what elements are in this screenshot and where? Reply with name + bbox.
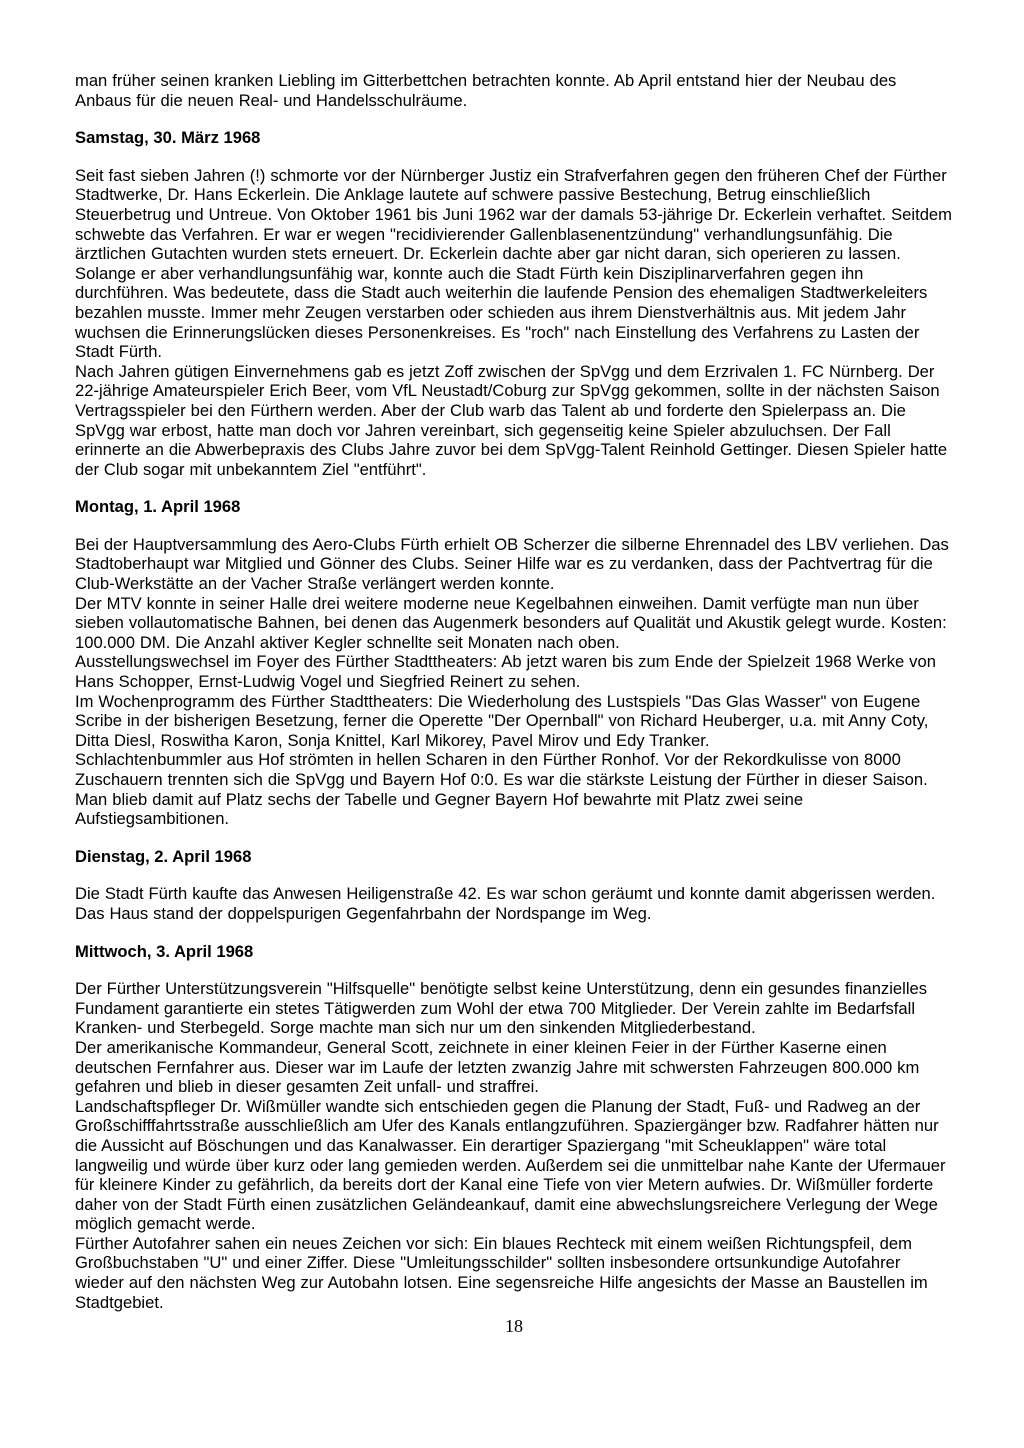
body-paragraph: Bei der Hauptversammlung des Aero-Clubs Fürth erhielt OB Scherzer die silberne Ehrennadel des LBV verliehen. Das Stadtoberhaupt war Mitglied und Gönner des Clubs. Seiner Hilfe war es zu verdanken, dass der Pachtvertrag für die Club-Werkstätte an der Vacher Straße verlängert werden konnte. xyxy=(75,534,949,594)
date-heading: Samstag, 30. März 1968 xyxy=(75,128,261,148)
body-paragraph: Ausstellungswechsel im Foyer des Fürther Stadttheaters: Ab jetzt waren bis zum Ende der Spielzeit 1968 Werke von Hans Schopper, Ernst-Ludwig Vogel und Siegfried Reinert zu sehen. xyxy=(75,652,936,692)
body-paragraph: Schlachtenbummler aus Hof strömten in hellen Scharen in den Fürther Ronhof. Vor der Rekordkulisse von 8000 Zuschauern trennten sich die SpVgg und Bayern Hof 0:0. Es war die stärkste Leistung der Fürther in dieser Saison. Man blieb damit auf Platz sechs der Tabelle und Gegner Bayern Hof bewahrte mit Platz zwei seine Aufstiegsambitionen. xyxy=(75,750,928,829)
body-paragraph: Fürther Autofahrer sahen ein neues Zeichen vor sich: Ein blaues Rechteck mit einem weißen Richtungspfeil, dem Großbuchstaben "U" und einer Ziffer. Diese "Umleitungsschilder" sollten insbesondere ortsunkundige Autofahrer wieder auf den nächsten Weg zur Autobahn lotsen. Eine segensreiche Hilfe angesichts der Masse an Baustellen im Stadtgebiet. xyxy=(75,1233,928,1312)
body-paragraph: Landschaftspfleger Dr. Wißmüller wandte sich entschieden gegen die Planung der Stadt, Fuß- und Radweg an der Großschifffahrtsstraße ausschließlich am Ufer des Kanals entlangzuführen. Spaziergänger bzw. Radfahrer hätten nur die Aussicht auf Böschungen und das Kanalwasser. Ein derartiger Spaziergang "mit Scheuklappen" wäre total langweilig und würde über kurz oder lang gemieden werden. Außerdem sei die unmittelbar nahe Kante der Ufermauer für kleinere Kinder zu gefährlich, da bereits dort der Kanal eine Tiefe von vier Metern aufwies. Dr. Wißmüller forderte daher von der Stadt Fürth einen zusätzlichen Geländeankauf, damit eine abwechslungsreichere Verlegung der Wege möglich gemacht werde. xyxy=(75,1096,946,1234)
date-heading: Mittwoch, 3. April 1968 xyxy=(75,941,254,961)
body-paragraph: Nach Jahren gütigen Einvernehmens gab es jetzt Zoff zwischen der SpVgg und dem Erzrivalen 1. FC Nürnberg. Der 22-jährige Amateurspieler Erich Beer, vom VfL Neustadt/Coburg zur SpVgg gekommen, sollte in der nächsten Saison Vertragsspieler bei den Fürthern werden. Aber der Club warb das Talent ab und forderte den Spielerpass an. Die SpVgg war erbost, hatte man doch vor Jahren vereinbart, sich gegenseitig keine Spieler abzuluchsen. Der Fall erinnerte an die Abwerbepraxis des Clubs Jahre zuvor bei dem SpVgg-Talent Reinhold Gettinger. Diesen Spieler hatte der Club sogar mit unbekanntem Ziel "entführt". xyxy=(75,361,948,479)
date-heading: Dienstag, 2. April 1968 xyxy=(75,846,252,866)
body-paragraph: Seit fast sieben Jahren (!) schmorte vor der Nürnberger Justiz ein Strafverfahren gegen den früheren Chef der Fürther Stadtwerke, Dr. Hans Eckerlein. Die Anklage lautete auf schwere passive Bestechung, Betrug einschließlich Steuerbetrug und Untreue. Von Oktober 1961 bis Juni 1962 war der damals 53-jährige Dr. Eckerlein verhaftet. Seitdem schwebte das Verfahren. Er war er wegen "recidivierender Gallenblasenentzündung" verhandlungsunfähig. Die ärztlichen Gutachten wurden stets erneuert. Dr. Eckerlein dachte aber gar nicht daran, sich operieren zu lassen. Solange er aber verhandlungsunfähig war, konnte auch die Stadt Fürth kein Disziplinarverfahren gegen ihn durchführen. Was bedeutete, dass die Stadt auch weiterhin die laufende Pension des ehemaligen Stadtwerkeleiters bezahlen musste. Immer mehr Zeugen verstarben oder schieden aus ihrem Dienstverhältnis aus. Mit jedem Jahr wuchsen die Erinnerungslücken dieses Personenkreises. Es "roch" nach Einstellung des Verfahrens zu Lasten der Stadt Fürth. xyxy=(75,165,952,362)
body-paragraph: Der amerikanische Kommandeur, General Scott, zeichnete in einer kleinen Feier in der Fürther Kaserne einen deutschen Fernfahrer aus. Dieser war im Laufe der letzten zwanzig Jahre mit schwersten Fahrzeugen 800.000 km gefahren und blieb in dieser gesamten Zeit unfall- und straffrei. xyxy=(75,1037,920,1097)
date-heading: Montag, 1. April 1968 xyxy=(75,497,241,517)
body-paragraph: Die Stadt Fürth kaufte das Anwesen Heiligenstraße 42. Es war schon geräumt und konnte damit abgerissen werden. Das Haus stand der doppelspurigen Gegenfahrbahn der Nordspange im Weg. xyxy=(75,884,936,923)
page-number: 18 xyxy=(505,1316,523,1337)
body-paragraph: Der MTV konnte in seiner Halle drei weitere moderne neue Kegelbahnen einweihen. Damit verfügte man nun über sieben vollautomatische Bahnen, bei denen das Augenmerk besonders auf Qualität und Akustik gelegt wurde. Kosten: 100.000 DM. Die Anzahl aktiver Kegler schnellte seit Monaten nach oben. xyxy=(75,593,947,652)
body-paragraph: man früher seinen kranken Liebling im Gitterbettchen betrachten konnte. Ab April entstand hier der Neubau des Anbaus für die neuen Real- und Handelsschulräume. xyxy=(75,71,897,110)
body-paragraph: Im Wochenprogramm des Fürther Stadttheaters: Die Wiederholung des Lustspiels "Das Glas Wasser" von Eugene Scribe in der bisherigen Besetzung, ferner die Operette "Der Opernball" von Richard Heuberger, u.a. mit Anny Coty, Ditta Diesl, Roswitha Karon, Sonja Knittel, Karl Mikorey, Pavel Mirov und Edy Tranker. xyxy=(75,691,929,750)
body-paragraph: Der Fürther Unterstützungsverein "Hilfsquelle" benötigte selbst keine Unterstützung, denn ein gesundes finanzielles Fundament garantierte ein stetes Tätigwerden zum Wohl der etwa 700 Mitglieder. Der Verein zahlte im Bedarfsfall Kranken- und Sterbegeld. Sorge machte man sich nur um den sinkenden Mitgliederbestand. xyxy=(75,979,928,1038)
